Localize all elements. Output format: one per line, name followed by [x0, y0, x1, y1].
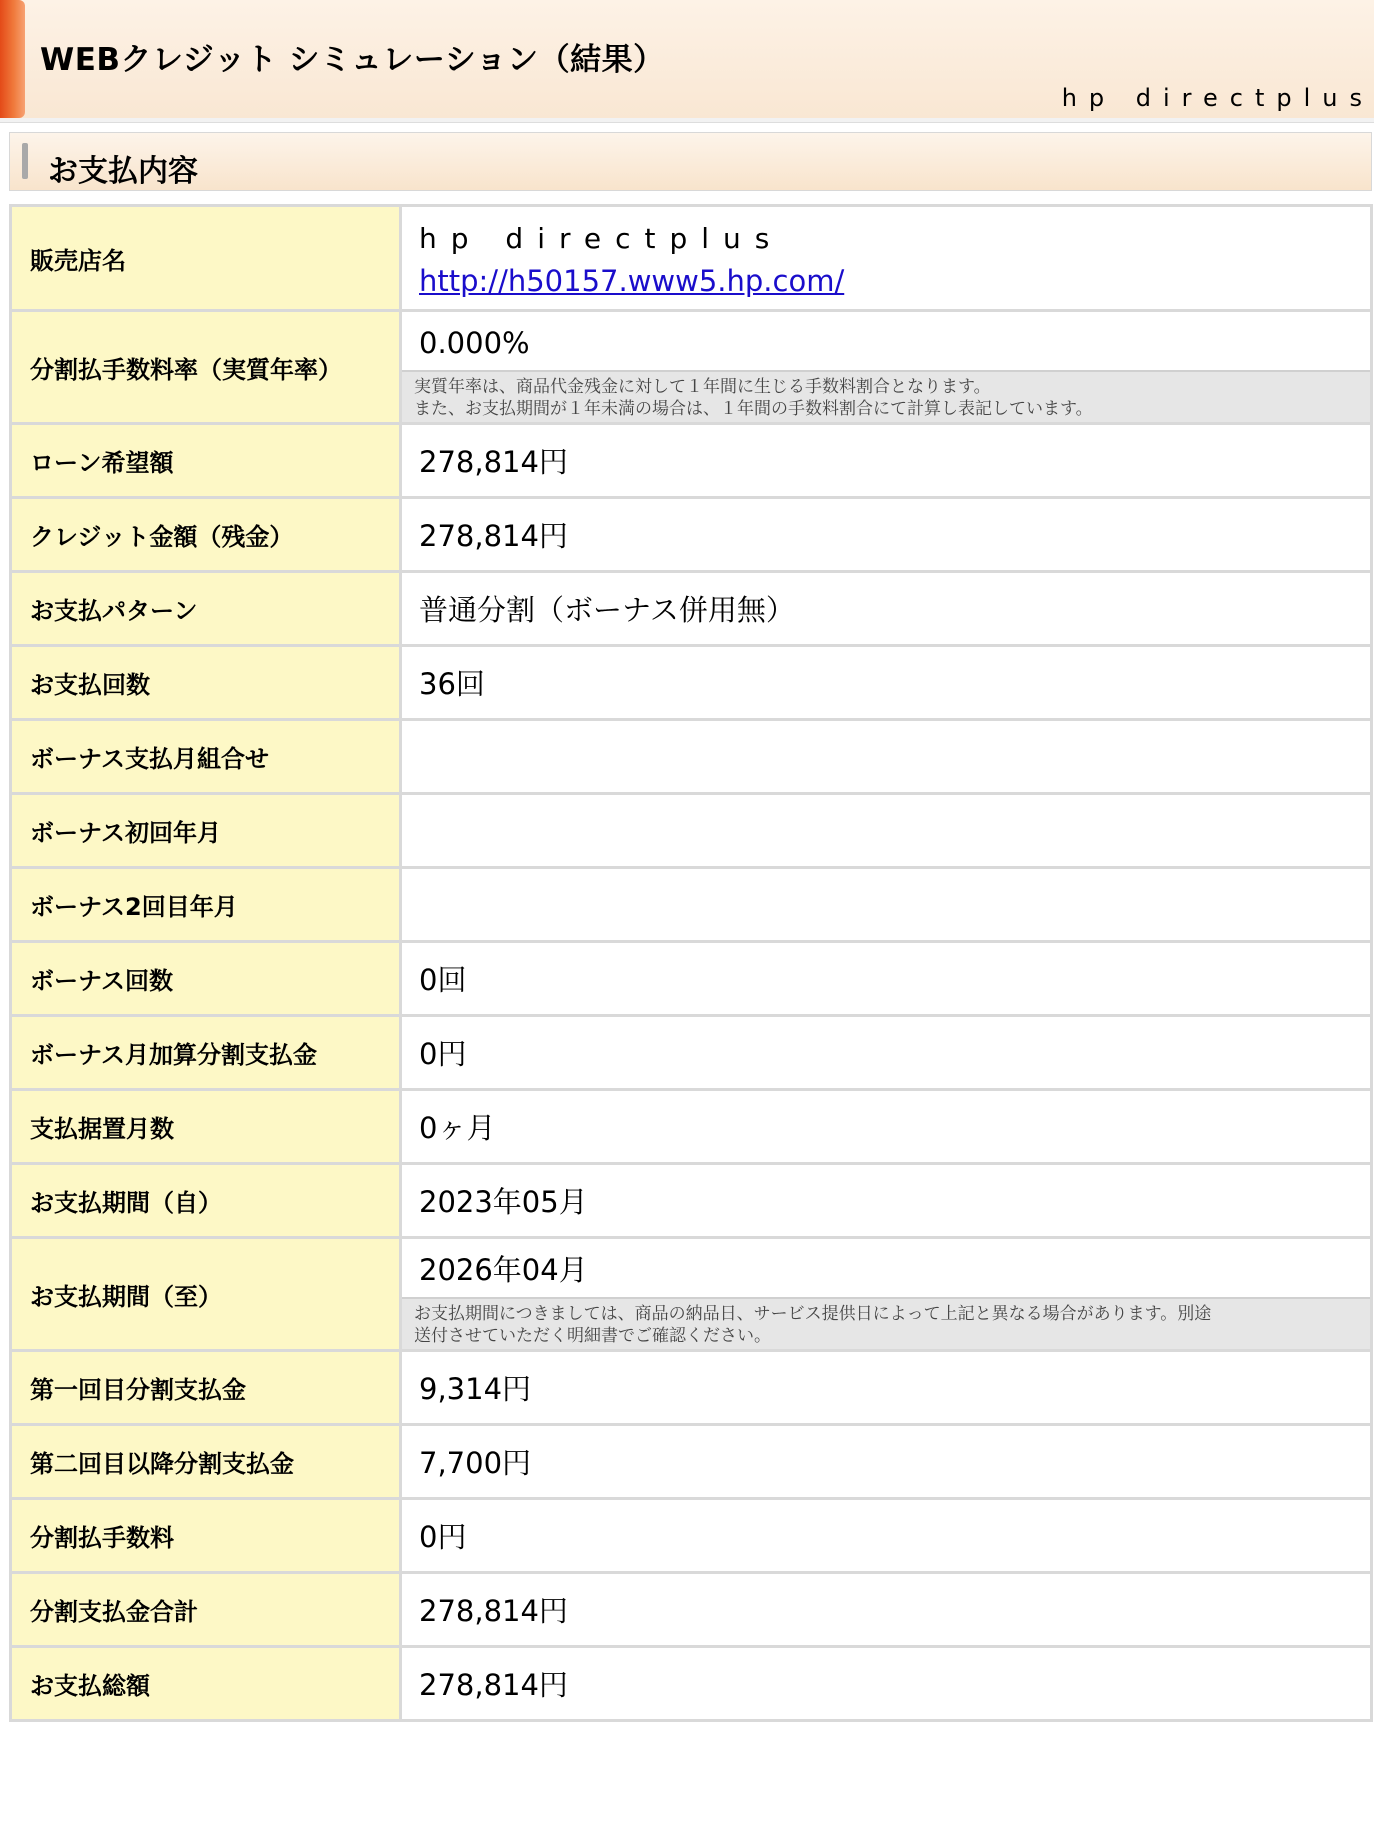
row-loan-amount [11, 424, 1372, 498]
label-later-payment: 第二回目以降分割支払金 [11, 1425, 401, 1499]
row-shop-name [11, 206, 1372, 311]
row-fee-rate [11, 311, 1372, 424]
row-credit-amount [11, 498, 1372, 572]
section-header [9, 132, 1372, 191]
row-deferral [11, 1090, 1372, 1164]
label-bonus-first: ボーナス初回年月 [11, 794, 401, 868]
shop-name-text: hp directplus [419, 222, 784, 255]
row-bonus-count [11, 942, 1372, 1016]
section-bar-icon [22, 143, 28, 179]
value-credit-amount: 278,814円 [401, 498, 1372, 572]
value-loan-amount: 278,814円 [401, 424, 1372, 498]
header-divider [0, 118, 1374, 123]
page-header [0, 0, 1374, 119]
label-grand-total: お支払総額 [11, 1647, 401, 1721]
label-bonus-second: ボーナス2回目年月 [11, 868, 401, 942]
row-fee [11, 1499, 1372, 1573]
label-credit-amount: クレジット金額（残金） [11, 498, 401, 572]
period-to-note [402, 1297, 1370, 1349]
label-loan-amount: ローン希望額 [11, 424, 401, 498]
label-installment-total: 分割支払金合計 [11, 1573, 401, 1647]
label-payment-count: お支払回数 [11, 646, 401, 720]
row-first-payment [11, 1351, 1372, 1425]
value-shop-name [401, 206, 1372, 311]
value-first-payment: 9,314円 [401, 1351, 1372, 1425]
fee-rate-note-line1: 実質年率は、商品代金残金に対して１年間に生じる手数料割合となります。 [414, 377, 991, 397]
value-period-to [401, 1238, 1372, 1351]
value-installment-total: 278,814円 [401, 1573, 1372, 1647]
fee-rate-note-line2: また、お支払期間が１年未満の場合は、１年間の手数料割合にて計算し表記しています。 [414, 399, 1093, 419]
row-later-payment [11, 1425, 1372, 1499]
row-bonus-first [11, 794, 1372, 868]
value-payment-count: 36回 [401, 646, 1372, 720]
value-bonus-first [401, 794, 1372, 868]
value-deferral: 0ヶ月 [401, 1090, 1372, 1164]
fee-rate-value: 0.000% [419, 326, 530, 360]
label-bonus-count: ボーナス回数 [11, 942, 401, 1016]
row-bonus-months [11, 720, 1372, 794]
label-bonus-add: ボーナス月加算分割支払金 [11, 1016, 401, 1090]
value-fee-rate [401, 311, 1372, 424]
label-period-to: お支払期間（至） [11, 1238, 401, 1351]
label-shop-name: 販売店名 [11, 206, 401, 311]
period-to-value: 2026年04月 [419, 1253, 588, 1287]
row-grand-total [11, 1647, 1372, 1721]
label-deferral: 支払据置月数 [11, 1090, 401, 1164]
period-to-note-line1: お支払期間につきましては、商品の納品日、サービス提供日によって上記と異なる場合があります。別途 [414, 1304, 1212, 1324]
row-period-from [11, 1164, 1372, 1238]
value-fee: 0円 [401, 1499, 1372, 1573]
label-first-payment: 第一回目分割支払金 [11, 1351, 401, 1425]
label-period-from: お支払期間（自） [11, 1164, 401, 1238]
row-bonus-second [11, 868, 1372, 942]
row-payment-count [11, 646, 1372, 720]
row-period-to [11, 1238, 1372, 1351]
value-bonus-months [401, 720, 1372, 794]
row-installment-total [11, 1573, 1372, 1647]
label-fee-rate: 分割払手数料率（実質年率） [11, 311, 401, 424]
value-bonus-add: 0円 [401, 1016, 1372, 1090]
value-bonus-second [401, 868, 1372, 942]
value-bonus-count: 0回 [401, 942, 1372, 1016]
fee-rate-note [402, 370, 1370, 422]
label-bonus-months: ボーナス支払月組合せ [11, 720, 401, 794]
value-grand-total: 278,814円 [401, 1647, 1372, 1721]
period-to-note-line2: 送付させていただく明細書でご確認ください。 [414, 1326, 771, 1346]
page-title: WEBクレジット シミュレーション（結果） [40, 42, 665, 78]
row-bonus-add [11, 1016, 1372, 1090]
value-period-from: 2023年05月 [401, 1164, 1372, 1238]
shop-url-link[interactable]: http://h50157.www5.hp.com/ [419, 264, 845, 298]
header-accent-bar [0, 0, 25, 118]
label-payment-pattern: お支払パターン [11, 572, 401, 646]
payment-details-table [9, 204, 1373, 1722]
value-payment-pattern: 普通分割（ボーナス併用無） [401, 572, 1372, 646]
row-payment-pattern [11, 572, 1372, 646]
header-shop-name: hp directplus [1061, 84, 1374, 112]
value-later-payment: 7,700円 [401, 1425, 1372, 1499]
label-fee: 分割払手数料 [11, 1499, 401, 1573]
section-title: お支払内容 [48, 154, 198, 189]
